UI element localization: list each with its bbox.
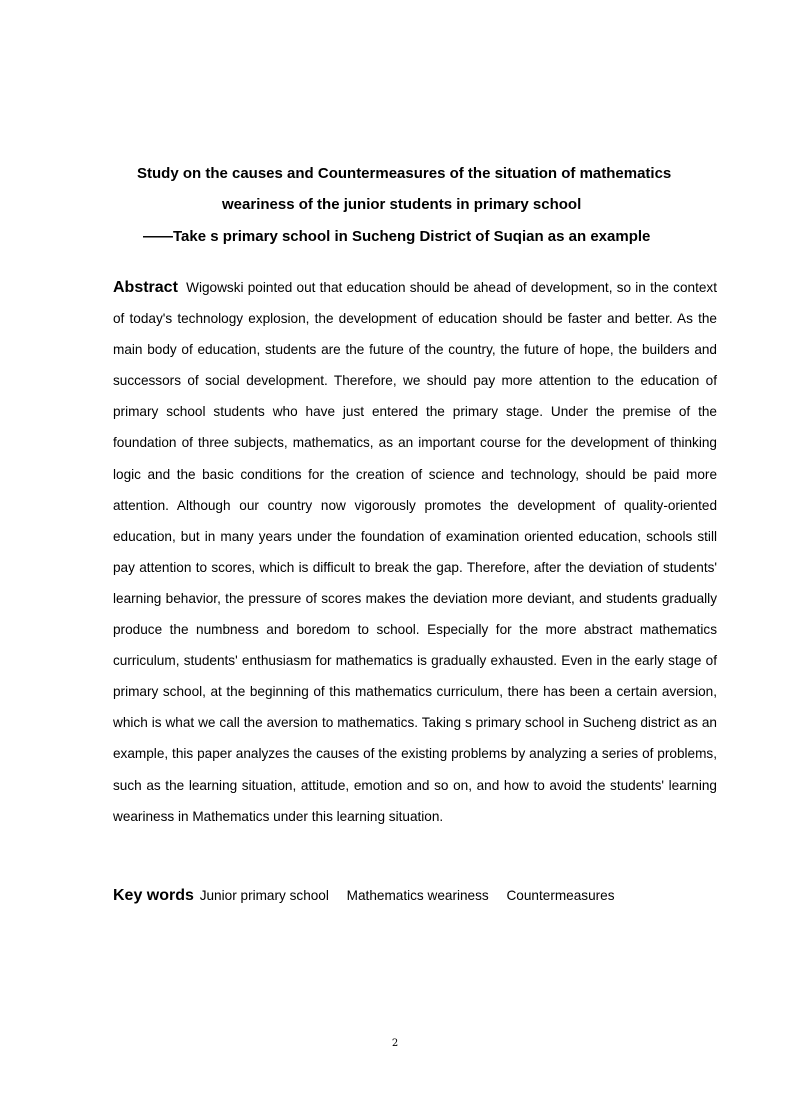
abstract-text: Wigowski pointed out that education should be ahead of development, so in the context of today's technology explosion, the development of education should be faster and better. As the main body of education, students are the future of the country, the future of hope, the builders and successors of social development. Therefore, we should pay more attention to the education of primary school students who have just entered the primary stage. Under the premise of the foundation of three subjects, mathematics, as an important course for the development of thinking logic and the basic conditions for the creation of science and technology, should be paid more attention. Although our country now vigorously promotes the development of quality-oriented education, but in many years under the foundation of examination oriented education, schools still pay attention to scores, which is difficult to break the gap. Therefore, after the deviation of students' learning behavior, the pressure of scores makes the deviation more deviant, and students gradually produce the numbness and boredom to school. Especially for the more abstract mathematics curriculum, students' enthusiasm for mathematics is gradually exhausted. Even in the early stage of primary school, at the beginning of this mathematics curriculum, there has been a certain aversion, which is what we call the aversion to mathematics. Taking s primary school in Sucheng district as an example, this paper analyzes the causes of the existing problems by analyzing a series of problems, such as the learning situation, attitude, emotion and so on, and how to avoid the students' learning weariness in Mathematics under this learning situation. xyxy=(113,280,718,824)
keywords-label: Key words xyxy=(113,887,194,904)
keywords-section xyxy=(113,880,717,911)
abstract-section xyxy=(113,272,717,832)
keyword-item: Mathematics weariness xyxy=(346,888,489,903)
title-line-1: Study on the causes and Countermeasures of the situation of mathematics xyxy=(137,165,672,182)
page-number: 2 xyxy=(391,1038,399,1049)
title-line-2: weariness of the junior students in primary school xyxy=(222,196,582,213)
subtitle-line: ——Take s primary school in Sucheng District of Suqian as an example xyxy=(143,228,651,245)
keyword-item: Junior primary school xyxy=(199,888,329,903)
abstract-label: Abstract xyxy=(113,279,178,296)
keyword-item: Countermeasures xyxy=(506,888,615,903)
